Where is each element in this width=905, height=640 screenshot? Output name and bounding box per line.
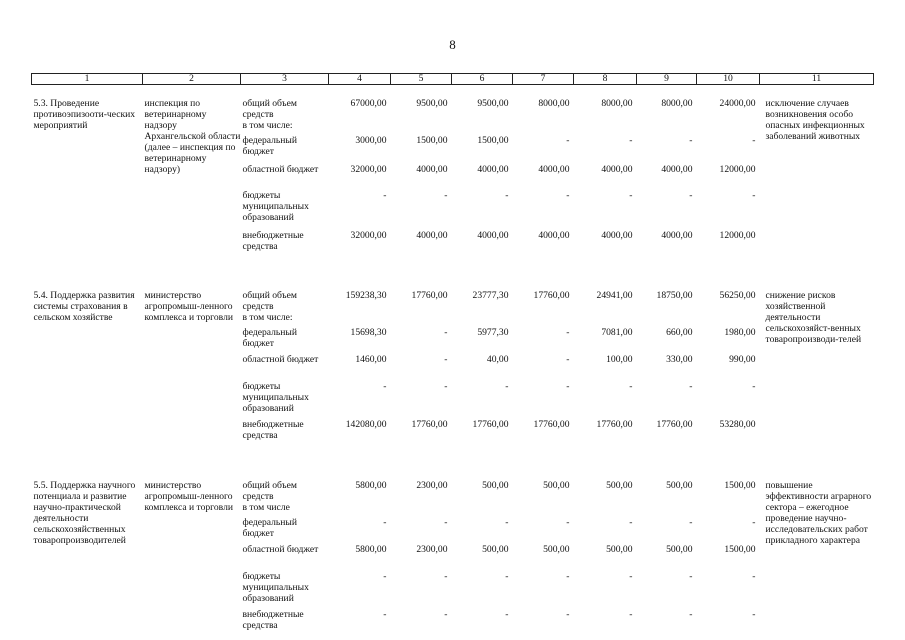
program-table-container	[31, 73, 873, 636]
funding-value	[637, 502, 697, 517]
funding-value: 17760,00	[533, 290, 570, 301]
funding-value: 142080,00	[345, 419, 387, 430]
funding-value: 1500,00	[724, 544, 756, 555]
funding-value: -	[689, 381, 693, 392]
funding-value	[452, 502, 513, 517]
funding-value: 159238,30	[345, 290, 387, 301]
funding-value: -	[689, 517, 693, 528]
section-spacer	[32, 449, 874, 469]
funding-value: 4000,00	[538, 230, 570, 241]
funding-value: -	[566, 327, 570, 338]
funding-value: -	[566, 354, 570, 365]
funding-value	[391, 502, 452, 517]
funding-source-label: общий объем средств	[242, 98, 297, 120]
funding-source-label: бюджеты муниципальных образований	[242, 571, 309, 604]
funding-value	[513, 312, 574, 327]
funding-value: 660,00	[666, 327, 693, 338]
funding-value: 4000,00	[538, 164, 570, 175]
funding-value: 67000,00	[350, 98, 387, 109]
funding-value: 1980,00	[724, 327, 756, 338]
funding-source-label: областной бюджет	[242, 164, 319, 175]
funding-value: -	[383, 571, 387, 582]
funding-value: 24941,00	[596, 290, 633, 301]
page-number: 8	[449, 37, 456, 52]
funding-value: 17760,00	[656, 419, 693, 430]
funding-value	[391, 312, 452, 327]
funding-source-label: федеральный бюджет	[242, 135, 298, 157]
column-header: 11	[760, 74, 874, 85]
funding-value: -	[505, 190, 509, 201]
funding-value: 4000,00	[661, 164, 693, 175]
funding-value: 2300,00	[416, 480, 448, 491]
funding-value: -	[629, 381, 633, 392]
table-row	[32, 85, 874, 121]
funding-source-label: внебюджетные средства	[242, 419, 304, 441]
funding-value: -	[629, 609, 633, 620]
funding-source-label: в том числе:	[242, 120, 293, 131]
funding-value: -	[689, 135, 693, 146]
funding-source-label: областной бюджет	[242, 544, 319, 555]
funding-value: -	[752, 135, 756, 146]
funding-value: 7081,00	[601, 327, 633, 338]
expected-result: исключение случаев возникновения особо опасных инфекционных заболеваний животных	[765, 98, 865, 142]
section-spacer-cell	[32, 449, 874, 469]
funding-value: 500,00	[666, 480, 693, 491]
funding-source-label: федеральный бюджет	[242, 517, 298, 539]
funding-source-label: общий объем средств	[242, 290, 297, 312]
funding-source-label: внебюджетные средства	[242, 230, 304, 252]
funding-value: 17760,00	[411, 419, 448, 430]
funding-value: -	[566, 135, 570, 146]
funding-value: -	[566, 517, 570, 528]
funding-value: 4000,00	[601, 230, 633, 241]
section-title: 5.5. Поддержка научного потенциала и развитие научно-практической деятельности сельскохозяйственных товаропроизводителей	[33, 480, 136, 546]
column-header: 8	[574, 74, 637, 85]
funding-source-label: общий объем средств	[242, 480, 297, 502]
funding-source-label: внебюджетные средства	[242, 609, 304, 631]
funding-value: -	[444, 571, 448, 582]
funding-value: -	[629, 190, 633, 201]
funding-value: -	[505, 381, 509, 392]
funding-value: 330,00	[666, 354, 693, 365]
section-executor: министерство агропромыш-ленного комплекса и торговли	[144, 480, 234, 513]
funding-value	[329, 502, 391, 517]
funding-value: 500,00	[543, 480, 570, 491]
expected-result: снижение рисков хозяйственной деятельности сельскохозяйст-венных товаропроизводи-телей	[765, 290, 862, 345]
funding-source-label: в том числе	[242, 502, 290, 513]
funding-value: -	[752, 517, 756, 528]
funding-value: 4000,00	[477, 230, 509, 241]
funding-source-label: в том числе:	[242, 312, 293, 323]
funding-value: 9500,00	[416, 98, 448, 109]
funding-value: 1500,00	[477, 135, 509, 146]
funding-value: -	[752, 381, 756, 392]
funding-value: 8000,00	[538, 98, 570, 109]
funding-value: -	[566, 381, 570, 392]
section-executor: министерство агропромыш-ленного комплекса и торговли	[144, 290, 234, 323]
funding-value	[697, 312, 760, 327]
funding-value	[391, 120, 452, 135]
funding-value: 56250,00	[719, 290, 756, 301]
funding-value: -	[444, 517, 448, 528]
table-row	[32, 469, 874, 502]
funding-value	[697, 120, 760, 135]
funding-value: 8000,00	[601, 98, 633, 109]
funding-value: 500,00	[666, 544, 693, 555]
funding-value	[574, 120, 637, 135]
funding-value: 1500,00	[416, 135, 448, 146]
funding-value: 4000,00	[477, 164, 509, 175]
funding-value: 17760,00	[472, 419, 509, 430]
funding-value	[329, 120, 391, 135]
funding-value: -	[566, 571, 570, 582]
funding-value: -	[752, 609, 756, 620]
funding-value: 500,00	[606, 480, 633, 491]
funding-value: -	[689, 190, 693, 201]
funding-value: 17760,00	[533, 419, 570, 430]
funding-value: 5800,00	[355, 480, 387, 491]
funding-value: -	[444, 190, 448, 201]
program-table	[31, 73, 874, 636]
funding-source-label: областной бюджет	[242, 354, 319, 365]
funding-value: 1500,00	[724, 480, 756, 491]
funding-value: 5800,00	[355, 544, 387, 555]
column-header: 6	[452, 74, 513, 85]
funding-value: 4000,00	[601, 164, 633, 175]
funding-value: -	[629, 571, 633, 582]
funding-value: 32000,00	[350, 164, 387, 175]
section-spacer	[32, 258, 874, 278]
funding-value: -	[752, 190, 756, 201]
funding-value: -	[383, 381, 387, 392]
funding-value: 8000,00	[661, 98, 693, 109]
funding-value: -	[383, 190, 387, 201]
funding-value: -	[566, 190, 570, 201]
funding-value: 9500,00	[477, 98, 509, 109]
column-header: 9	[637, 74, 697, 85]
funding-value: 5977,30	[477, 327, 509, 338]
funding-value	[513, 502, 574, 517]
funding-value	[452, 120, 513, 135]
funding-value: -	[383, 517, 387, 528]
funding-value: 23777,30	[472, 290, 509, 301]
funding-value: 4000,00	[416, 230, 448, 241]
funding-value: 1460,00	[355, 354, 387, 365]
funding-value: -	[629, 517, 633, 528]
funding-value: 500,00	[482, 480, 509, 491]
funding-value: 18750,00	[656, 290, 693, 301]
funding-value: -	[629, 135, 633, 146]
column-header: 2	[143, 74, 241, 85]
column-header: 1	[32, 74, 143, 85]
column-header: 4	[329, 74, 391, 85]
funding-value	[452, 312, 513, 327]
funding-value	[513, 120, 574, 135]
funding-value	[637, 312, 697, 327]
funding-value	[574, 312, 637, 327]
column-header: 10	[697, 74, 760, 85]
table-body	[32, 85, 874, 637]
funding-value: 40,00	[486, 354, 509, 365]
funding-source-label: бюджеты муниципальных образований	[242, 190, 309, 223]
funding-value: 17760,00	[596, 419, 633, 430]
funding-value: -	[505, 571, 509, 582]
funding-value: -	[505, 517, 509, 528]
funding-value: -	[444, 609, 448, 620]
funding-value: 12000,00	[719, 164, 756, 175]
section-title: 5.4. Поддержка развития системы страхования в сельском хозяйстве	[33, 290, 135, 323]
funding-value: 3000,00	[355, 135, 387, 146]
funding-value: 500,00	[606, 544, 633, 555]
funding-value: -	[689, 571, 693, 582]
funding-value: 12000,00	[719, 230, 756, 241]
funding-source-label: бюджеты муниципальных образований	[242, 381, 309, 414]
funding-value: 17760,00	[411, 290, 448, 301]
funding-value: -	[383, 609, 387, 620]
section-spacer-cell	[32, 258, 874, 278]
funding-value: 500,00	[482, 544, 509, 555]
column-header: 7	[513, 74, 574, 85]
funding-value: 15698,30	[350, 327, 387, 338]
funding-value: -	[444, 327, 448, 338]
funding-value: -	[566, 609, 570, 620]
funding-value	[329, 312, 391, 327]
funding-value: 100,00	[606, 354, 633, 365]
funding-value: 24000,00	[719, 98, 756, 109]
column-header: 5	[391, 74, 452, 85]
funding-value: -	[689, 609, 693, 620]
section-title: 5.3. Проведение противоэпизооти-ческих мероприятий	[33, 98, 136, 131]
column-number-header	[32, 74, 874, 85]
funding-value: 4000,00	[661, 230, 693, 241]
funding-value: -	[505, 609, 509, 620]
funding-value: -	[444, 354, 448, 365]
funding-value: -	[752, 571, 756, 582]
funding-value: 2300,00	[416, 544, 448, 555]
funding-value	[697, 502, 760, 517]
column-header: 3	[241, 74, 329, 85]
funding-value: 500,00	[543, 544, 570, 555]
table-row	[32, 278, 874, 312]
funding-value: -	[444, 381, 448, 392]
funding-value: 32000,00	[350, 230, 387, 241]
expected-result: повышение эффективности аграрного сектора – ежегодное проведение научно-исследовательских работ прикладного характера	[765, 480, 872, 546]
funding-value	[637, 120, 697, 135]
section-executor: инспекция по ветеринарному надзору Архангельской области (далее – инспекция по ветеринарному надзору)	[144, 98, 241, 175]
funding-value: 990,00	[729, 354, 756, 365]
funding-value	[574, 502, 637, 517]
funding-value: 53280,00	[719, 419, 756, 430]
funding-value: 4000,00	[416, 164, 448, 175]
funding-source-label: федеральный бюджет	[242, 327, 298, 349]
